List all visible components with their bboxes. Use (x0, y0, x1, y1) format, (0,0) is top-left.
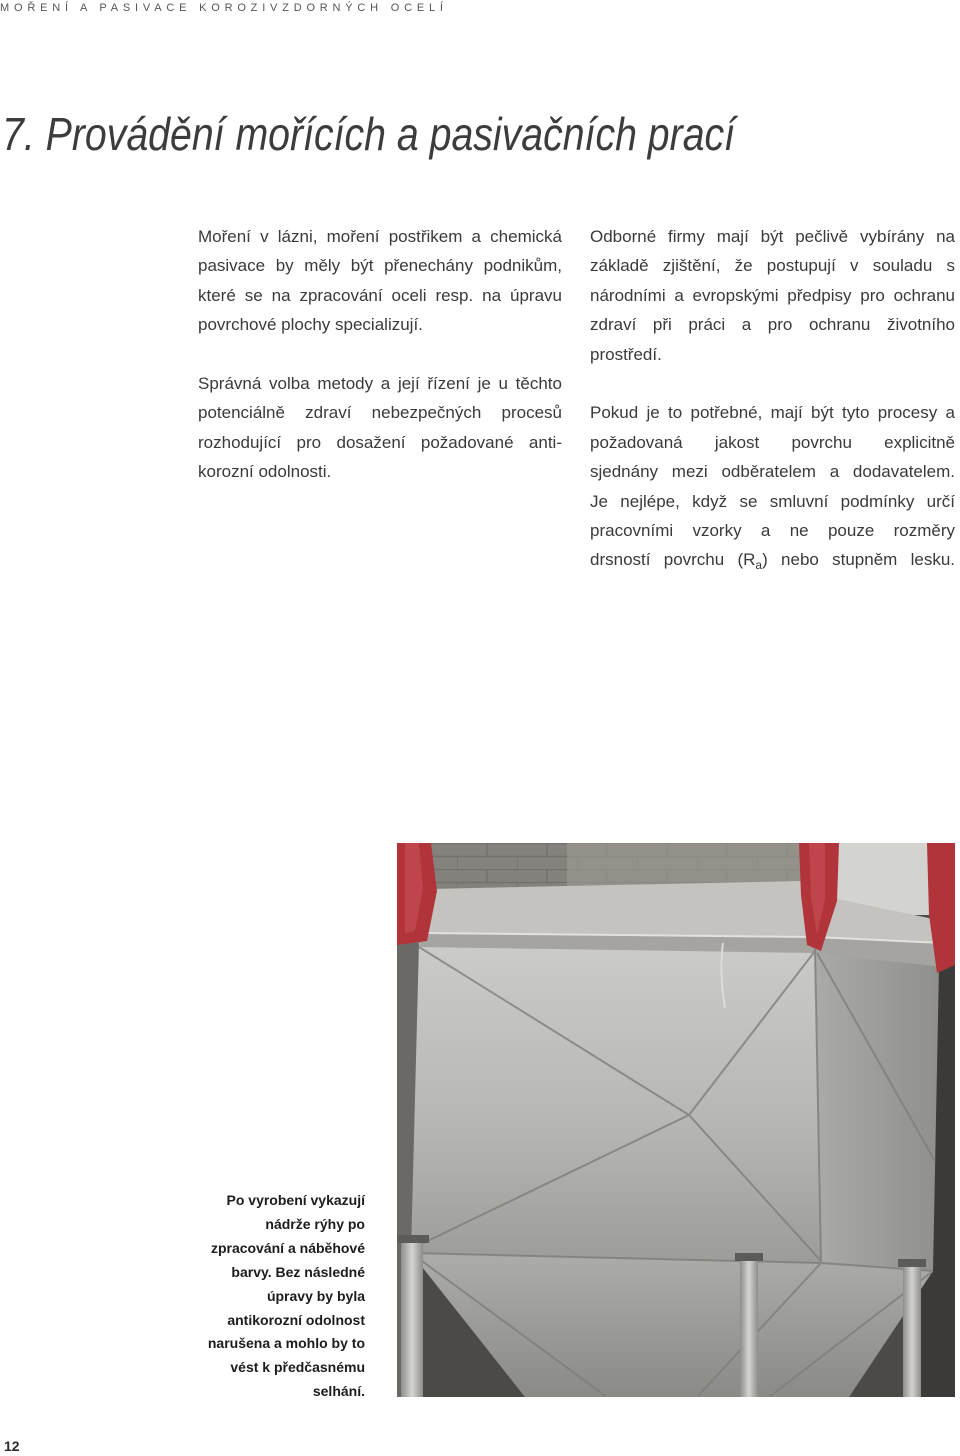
subscript: a (755, 558, 763, 573)
text-line: sjednány mezi odběratelem a dodavatelem. (590, 462, 955, 482)
tank-body (411, 881, 943, 1397)
text-line: Moření v lázni, moření postřikem a chemická (198, 227, 562, 246)
caption-line: zpracování a náběhové (210, 1239, 365, 1256)
text-line-with-subscript (590, 545, 955, 574)
text-line: Odborné firmy mají být pečlivě vybírány na (590, 227, 955, 246)
text-line: pracovními vzorky a ne pouze rozměry (590, 521, 955, 541)
paragraph (198, 369, 562, 487)
caption-line: selhání. (312, 1383, 365, 1400)
paragraph (198, 222, 562, 340)
tank-photo (397, 843, 955, 1397)
paragraph (590, 398, 955, 574)
caption-line: Po vyrobení vykazují (226, 1192, 365, 1208)
text-line: které se na zpracování oceli resp. na úpravu (198, 285, 562, 305)
text-line: Správná volba metody a její řízení je u těchto (198, 374, 562, 394)
text-segment: ) nebo stupněm lesku. (762, 550, 955, 570)
caption-line: barvy. Bez následné (231, 1263, 365, 1280)
running-header: MOŘENÍ A PASIVACE KOROZIVZDORNÝCH OCELÍ (0, 2, 448, 14)
caption-line: vést k předčasnému (230, 1359, 365, 1376)
caption-line: nádrže rýhy po (265, 1215, 365, 1232)
left-column (198, 222, 562, 516)
text-line: Je nejlépe, když se smluvní podmínky určí (590, 491, 955, 511)
text-line: prostředí. (590, 344, 662, 364)
text-line: korozní odolnosti. (198, 462, 332, 482)
caption-line: úpravy by byla (266, 1287, 365, 1304)
text-line: národními a evropskými předpisy pro ochranu (590, 285, 955, 305)
figure-caption (175, 1189, 365, 1404)
text-line: rozhodující pro dosažení požadované anti- (198, 432, 562, 452)
text-line: základě zjištění, že postupují v souladu s (590, 256, 955, 276)
text-line: Pokud je to potřebné, mají být tyto procesy a (590, 403, 955, 423)
paragraph (590, 222, 955, 369)
tank-photo-image (397, 843, 955, 1397)
text-line: pasivace by měly být přenechány podnikům, (198, 256, 562, 276)
section-title: 7. Provádění mořících a pasivačních prací (2, 108, 736, 160)
right-column (590, 222, 955, 604)
page-number: 12 (4, 1438, 20, 1454)
text-line: požadovaná jakost povrchu explicitně (590, 432, 955, 452)
text-line: zdraví při práci a pro ochranu životního (590, 315, 955, 335)
text-line: povrchové plochy specializují. (198, 315, 423, 335)
caption-line: antikorozní odolnost (227, 1311, 365, 1328)
text-line: potenciálně zdraví nebezpečných procesů (198, 403, 562, 423)
text-segment: drsností povrchu (R (590, 550, 756, 570)
caption-line: narušena a mohlo by to (207, 1335, 365, 1352)
